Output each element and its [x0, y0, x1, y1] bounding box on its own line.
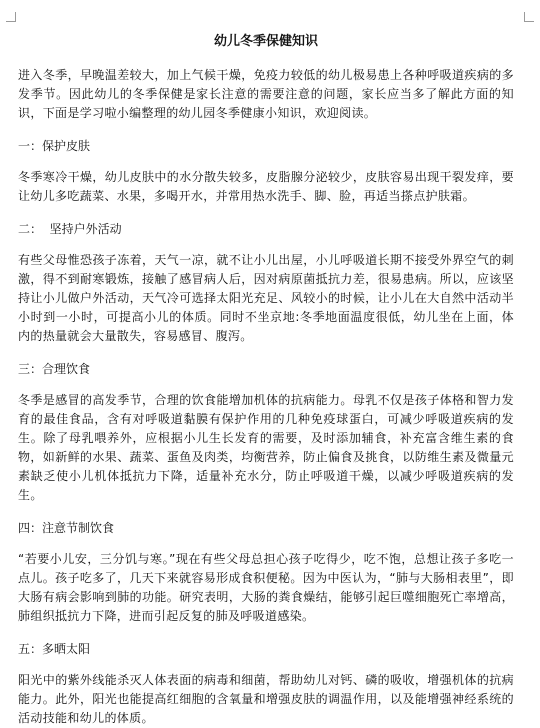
document-title: 幼儿冬季保健知识 [213, 34, 318, 49]
section-heading-skin: 一：保护皮肤 [18, 139, 91, 153]
page-corner-mark [6, 12, 16, 22]
section-heading-diet: 三：合理饮食 [18, 362, 91, 376]
section-heading-sunlight: 五：多晒太阳 [18, 642, 91, 656]
intro-paragraph: 进入冬季，早晚温差较大，加上气候干燥，免疫力较低的幼儿极易患上各种呼吸道疾病的多发季节。因此幼儿的冬季保健是家长注意的需要注意的问题，家长应当多了解此方面的知识，下面是学习啦小编整理的幼儿园冬季健康小知识，欢迎阅读。 [18, 68, 514, 120]
page-corner-mark [524, 12, 534, 22]
section-heading-outdoor: 二： 坚持户外活动 [18, 222, 122, 236]
section-body-skin: 冬季寒冷干燥，幼儿皮肤中的水分散失较多，皮脂腺分泌较少，皮肤容易出现干裂发痒，要让幼儿多吃蔬菜、水果，多喝开水，并常用热水洗手、脚、脸，再适当搽点护肤霜。 [18, 170, 514, 203]
section-body-outdoor: 有些父母惟恐孩子冻着，天气一凉，就不让小儿出屋，小儿呼吸道长期不接受外界空气的刺激，得不到耐寒锻炼，接触了感冒病人后，因对病原菌抵抗力差，很易患病。所以，应该坚持让小儿做户外活动，天气冷可选择太阳光充足、风较小的时候，让小儿在大自然中活动半小时到一小时，可提高小儿的体质。同时不坐京地:冬季地面温度很低，幼儿坐在上面，体内的热量就会大量散失，容易感冒、腹泻。 [18, 253, 514, 343]
section-body-moderation: “若要小儿安，三分饥与寒。”现在有些父母总担心孩子吃得少，吃不饱，总想让孩子多吃一点儿。孩子吃多了，几天下来就容易形成食积便秘。因为中医认为，“肺与大肠相表里”，即大肠有病会影响到肺的功能。研究表明，大肠的粪食燥结，能够引起巨噬细胞死亡率增高，肺组织抵抗力下降，进而引起反复的肺及呼吸道感染。 [18, 552, 514, 623]
section-body-diet: 冬季是感冒的高发季节，合理的饮食能增加机体的抗病能力。母乳不仅是孩子体格和智力发育的最佳食品，含有对呼吸道黏膜有保护作用的几种免疫球蛋白，可减少呼吸道疾病的发生。除了母乳喂养外，应根据小儿生长发育的需要，及时添加辅食，补充富含维生素的食物，如新鲜的水果、蔬菜、蛋鱼及肉类，均衡营养，防止偏食及挑食，以防维生素及微量元素缺乏使小儿机体抵抗力下降，适量补充水分，防止呼吸道干燥，以减少呼吸道疾病的发生。 [18, 393, 514, 502]
section-body-sunlight: 阳光中的紫外线能杀灭人体表面的病毒和细菌，帮助幼儿对钙、磷的吸收，增强机体的抗病能力。此外，阳光也能提高红细胞的含氧量和增强皮肤的调温作用，以及能增强神经系统的活动技能和幼儿的体质。 [18, 673, 514, 725]
section-heading-moderation: 四：注意节制饮食 [18, 521, 115, 535]
